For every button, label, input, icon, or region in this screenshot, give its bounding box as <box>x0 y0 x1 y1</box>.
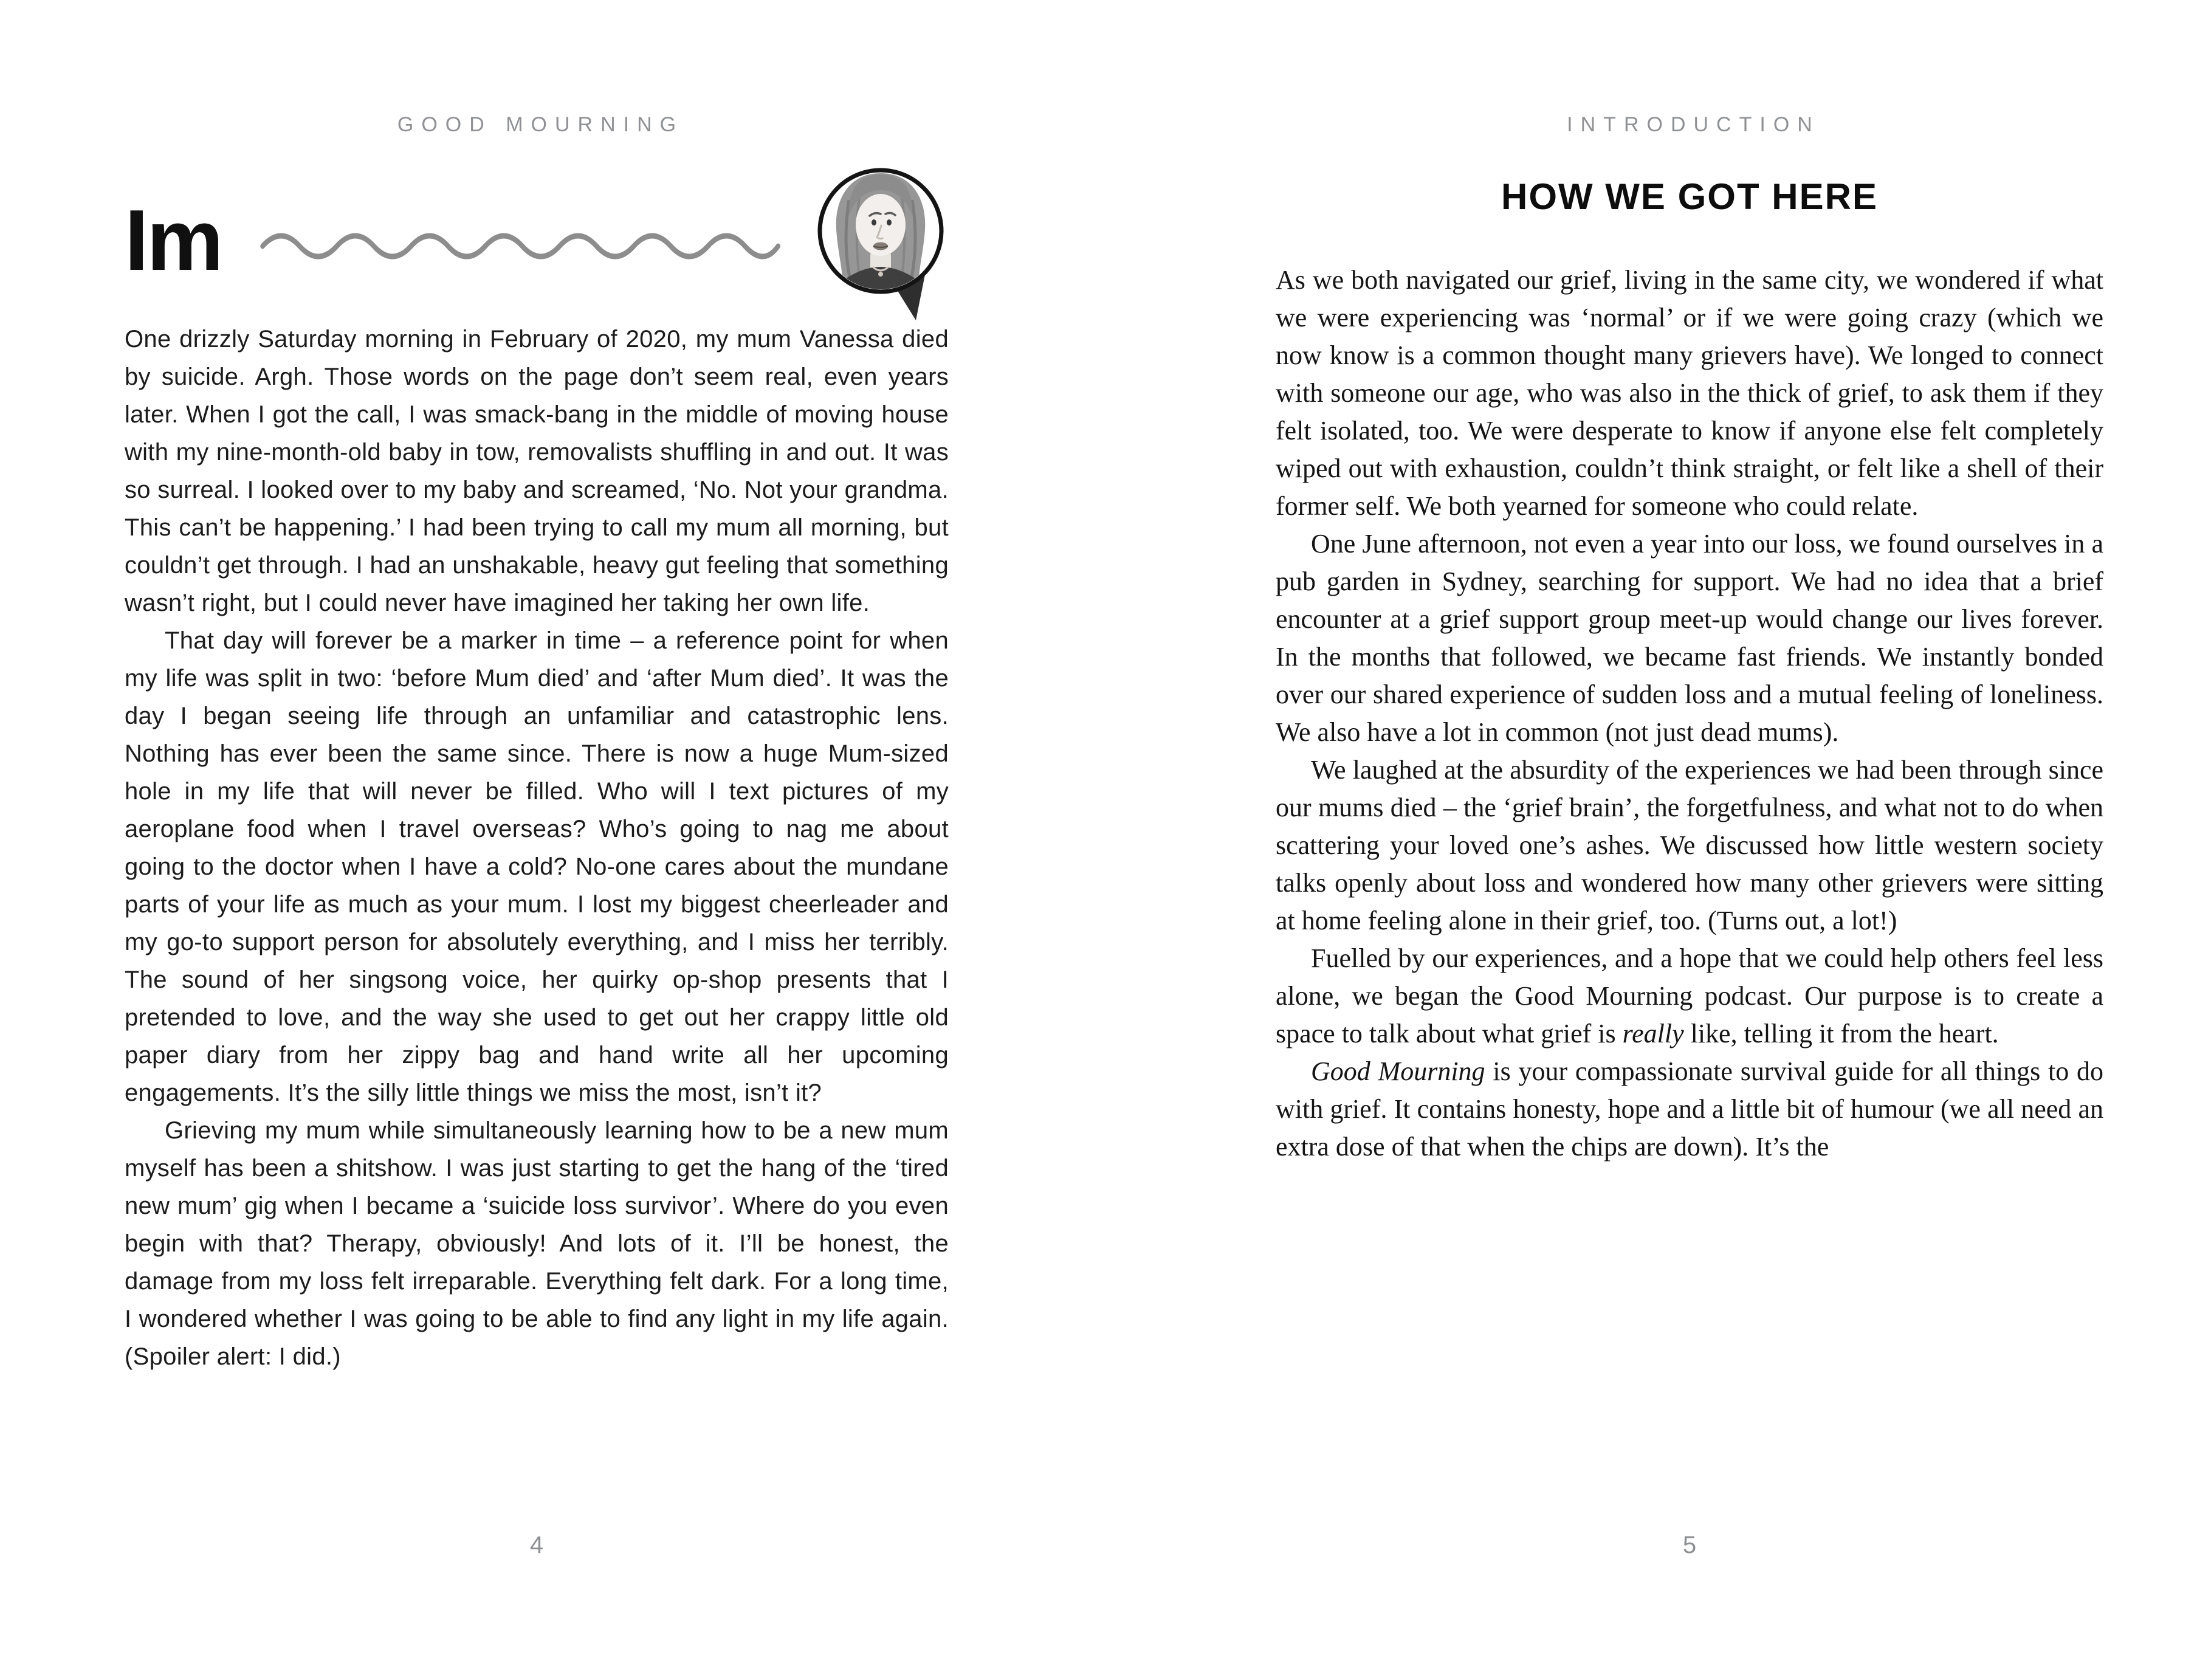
running-header-left: GOOD MOURNING <box>397 113 684 136</box>
left-page-content <box>125 0 949 1680</box>
paragraph: Fuelled by our experiences, and a hope that we could help others feel less alone, we began the Good Mourning podcast. Our purpose is to create a space to talk about what grief is really like, telling it from the heart. <box>1276 943 2103 1048</box>
page-number-left: 4 <box>529 1532 544 1558</box>
running-header-right: INTRODUCTION <box>1567 113 1820 136</box>
paragraph: We laughed at the absurdity of the experiences we had been through since our mums died – the ‘grief brain’, the forgetfulness, and what not to do when scattering your loved one’s ashes. We discussed how little western society talks openly about loss and wondered how many other grievers were sitting at home feeling alone in their grief, too. (Turns out, a lot!) <box>1276 755 2103 935</box>
left-page <box>0 0 1098 1680</box>
wavy-line-icon <box>260 222 781 270</box>
right-page <box>1098 0 2197 1680</box>
paragraph: That day will forever be a marker in time – a reference point for when my life was split in two: ‘before Mum died’ and ‘after Mum died’. It was the day I began seeing life through an unfamiliar and catastrophic lens. Nothing has ever been the same since. There is now a huge Mum-sized hole in my life that will never be filled. Who will I text pictures of my aeroplane food when I travel overseas? Who’s going to nag me about going to the doctor when I have a cold? No-one cares about the mundane parts of your life as much as your mum. I lost my biggest cheerleader and my go-to support person for absolutely everything, and I miss her terribly. The sound of her singsong voice, her quirky op-shop presents that I pretended to love, and the way she used to get out her crappy little old paper diary from her zippy bag and hand write all her upcoming engagements. It’s the silly little things we miss the most, isn’t it? <box>125 627 949 1106</box>
right-body-text <box>1276 261 2103 1166</box>
chapter-title: HOW WE GOT HERE <box>1501 176 1878 217</box>
chapter-author-marker: Im <box>125 192 222 289</box>
left-body-text <box>125 320 949 1375</box>
page-number-right: 5 <box>1682 1532 1697 1558</box>
right-page-content <box>1276 0 2103 1680</box>
chapter-heading-row <box>125 160 949 312</box>
paragraph: Grieving my mum while simultaneously learning how to be a new mum myself has been a shitshow. I was just starting to get the hang of the ‘tired new mum’ gig when I became a ‘suicide loss survivor’. Where do you even begin with that? Therapy, obviously! And lots of it. I’ll be honest, the damage from my loss felt irreparable. Everything felt dark. For a long time, I wondered whether I was going to be able to find any light in my life again. (Spoiler alert: I did.) <box>125 1117 949 1370</box>
woman-portrait-speech-bubble-icon <box>813 164 949 324</box>
paragraph: As we both navigated our grief, living in the same city, we wondered if what we were experiencing was ‘normal’ or if we were going crazy (which we now know is a common thought many grievers have). We longed to connect with someone our age, who was also in the thick of grief, to ask them if they felt isolated, too. We were desperate to know if anyone else felt completely wiped out with exhaustion, couldn’t think straight, or felt like a shell of their former self. We both yearned for someone who could relate. <box>1276 265 2103 521</box>
paragraph: One June afternoon, not even a year into our loss, we found ourselves in a pub garden in Sydney, searching for support. We had no idea that a brief encounter at a grief support group meet-up would change our lives forever. In the months that followed, we became fast friends. We instantly bonded over our shared experience of sudden loss and a mutual feeling of loneliness. We also have a lot in common (not just dead mums). <box>1276 529 2103 747</box>
paragraph: Good Mourning is your compassionate survival guide for all things to do with grief. It contains honesty, hope and a little bit of humour (we all need an extra dose of that when the chips are down). It’s the <box>1276 1056 2103 1162</box>
paragraph: One drizzly Saturday morning in February of 2020, my mum Vanessa died by suicide. Argh. Those words on the page don’t seem real, even years later. When I got the call, I was smack-bang in the middle of moving house with my nine-month-old baby in tow, removalists shuffling in and out. It was so surreal. I looked over to my baby and screamed, ‘No. Not your grandma. This can’t be happening.’ I had been trying to call my mum all morning, but couldn’t get through. I had an unshakable, heavy gut feeling that something wasn’t right, but I could never have imagined her taking her own life. <box>125 326 949 616</box>
